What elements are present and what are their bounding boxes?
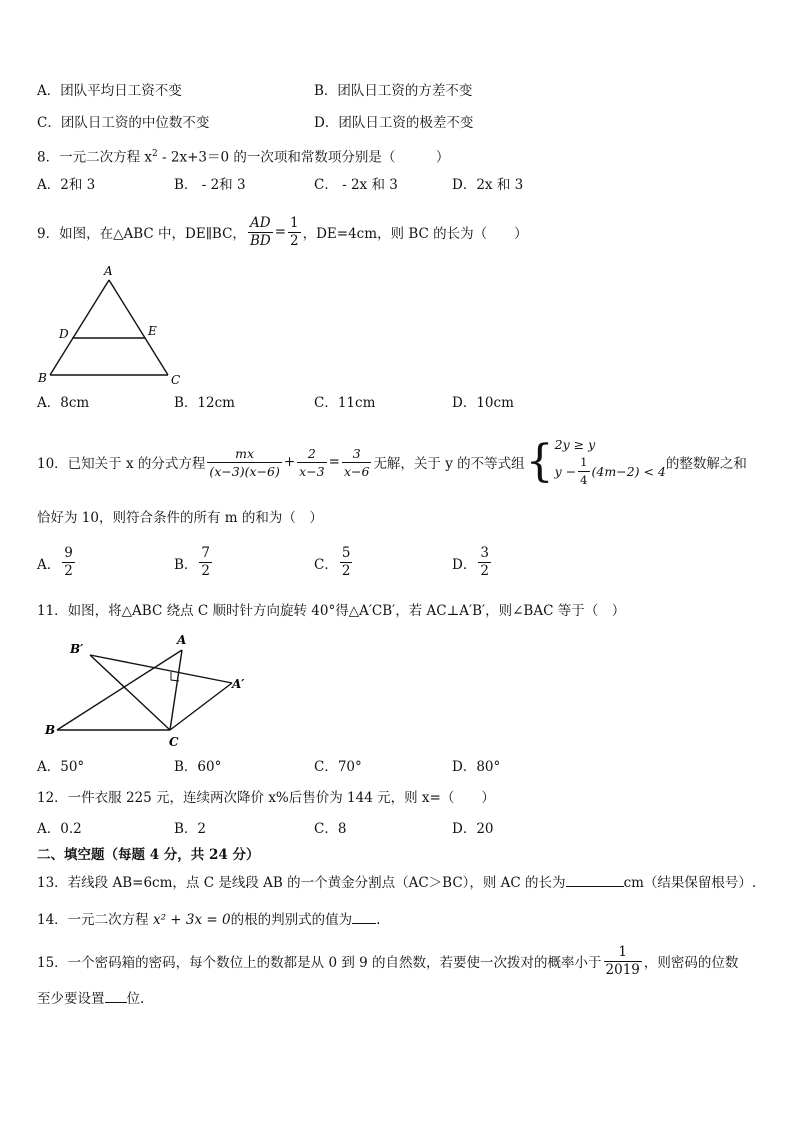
q15-stem: 15．一个密码箱的密码，每个数位上的数都是从 0 到 9 的自然数，若要使一次拨对的概率小于 $\frac{1}{2019}$ ，则密码的位数 [37,943,739,978]
q14-stem: 14．一元二次方程 x² + 3x = 0的根的判别式的值为 . [37,909,380,929]
q7-option-d: D．团队日工资的极差不变 [314,115,474,131]
q12-option-b: B．2 [174,821,207,837]
q10-option-c: C． $\frac{5}{2}$ [314,545,351,579]
q15-probability-fraction: $\frac{1}{2019}$ [605,943,640,978]
q10-stem: 10．已知关于 x 的分式方程 $\frac{mx}{(x-3)(x-6)}$ + $\frac{2}{x-3}$ = $\frac{3}{x-6}$ 无解，关于 y 的不等式组 { 2y ≥ y y − $\frac{1}{4}$ (4m−2) < 4 的整数解之和 [37,436,747,487]
q7-option-c: C．团队日工资的中位数不变 [37,115,210,131]
q10-fraction-3: $\frac{3}{x-6}$ [343,445,370,479]
q11-option-d: D．80° [452,759,501,775]
q9-label-d: D [59,327,69,341]
q15-stem-line2: 至少要设置 位. [37,988,144,1008]
q12-option-d: D．20 [452,821,494,837]
q8-option-d: D．2x 和 3 [452,177,524,193]
q10-stem-line2: 恰好为 10，则符合条件的所有 m 的和为（ ） [37,510,323,526]
q9-half-fraction: $\frac{1}{2}$ [290,214,299,249]
section-heading-fill-in: 二、填空题（每题 4 分，共 24 分） [37,847,260,863]
q13-answer-blank [566,872,624,887]
q11-label-aprime: A′ [232,677,245,691]
q10-fraction-1: $\frac{mx}{(x-3)(x-6)}$ [209,445,280,479]
q9-option-c: C．11cm [314,395,376,411]
q7-option-a: A．团队平均日工资不变 [37,83,182,99]
q9-option-a: A．8cm [37,395,90,411]
q11-side-bprime-aprime [90,655,232,683]
q11-side-ba [57,650,182,730]
q10-system-brace: { [525,436,554,487]
q10-fraction-2: $\frac{2}{x-3}$ [299,445,325,479]
q11-label-a: A [177,633,187,647]
q14-answer-blank [352,909,376,924]
q9-triangle-figure [30,260,190,390]
q13-stem: 13．若线段 AB=6cm，点 C 是线段 AB 的一个黄金分割点（AC＞BC），则 AC 的长为 cm（结果保留根号）. [37,872,756,892]
q9-label-c: C [171,373,181,387]
q11-label-b: B [45,723,56,737]
q9-label-e: E [148,324,157,338]
q11-option-b: B．60° [174,759,222,775]
q10-inequality-system: 2y ≥ y y − $\frac{1}{4}$ (4m−2) < 4 [554,436,666,487]
q11-side-aprime-c [170,683,232,730]
q9-option-d: D．10cm [452,395,514,411]
q11-rotation-figure [40,628,270,753]
q11-label-c: C [169,735,179,749]
q9-label-b: B [38,371,47,385]
q8-stem: 8．一元二次方程 $x^2 - 2x+3=0$ 的一次项和常数项分别是（ ） [37,149,450,166]
q10-option-a: A． $\frac{9}{2}$ [37,545,73,579]
q15-answer-blank [105,988,127,1003]
q11-label-bprime: B′ [70,642,84,656]
q11-option-a: A．50° [37,759,85,775]
q8-option-a: A．2和 3 [37,177,96,193]
q7-option-b: B．团队日工资的方差不变 [314,83,473,99]
q12-option-a: A．0.2 [37,821,82,837]
q12-option-c: C．8 [314,821,347,837]
q8-option-c: C． - 2x 和 3 [314,177,398,193]
q8-option-b: B． - 2和 3 [174,177,246,193]
q11-option-c: C．70° [314,759,362,775]
q9-stem: 9．如图，在△ABC 中，DE∥BC， $\frac{AD}{BD}$ = $\frac{1}{2}$ ，DE=4cm，则 BC 的长为（ ） [37,214,528,249]
q11-stem: 11．如图，将△ABC 绕点 C 顺时针方向旋转 40°得△A′CB′，若 AC⊥A′B′，则∠BAC 等于（ ） [37,603,626,619]
q9-side-ac [109,280,168,375]
q11-side-ac [170,650,182,730]
q9-option-b: B．12cm [174,395,235,411]
q12-stem: 12．一件衣服 225 元，连续两次降价 x%后售价为 144 元，则 x=（ ） [37,790,495,806]
q10-option-b: B． $\frac{7}{2}$ [174,545,211,579]
q11-side-bprime-c [90,655,170,730]
q9-label-a: A [104,264,113,278]
q9-ratio-fraction: $\frac{AD}{BD}$ [249,214,271,249]
q10-option-d: D． $\frac{3}{2}$ [452,545,489,579]
